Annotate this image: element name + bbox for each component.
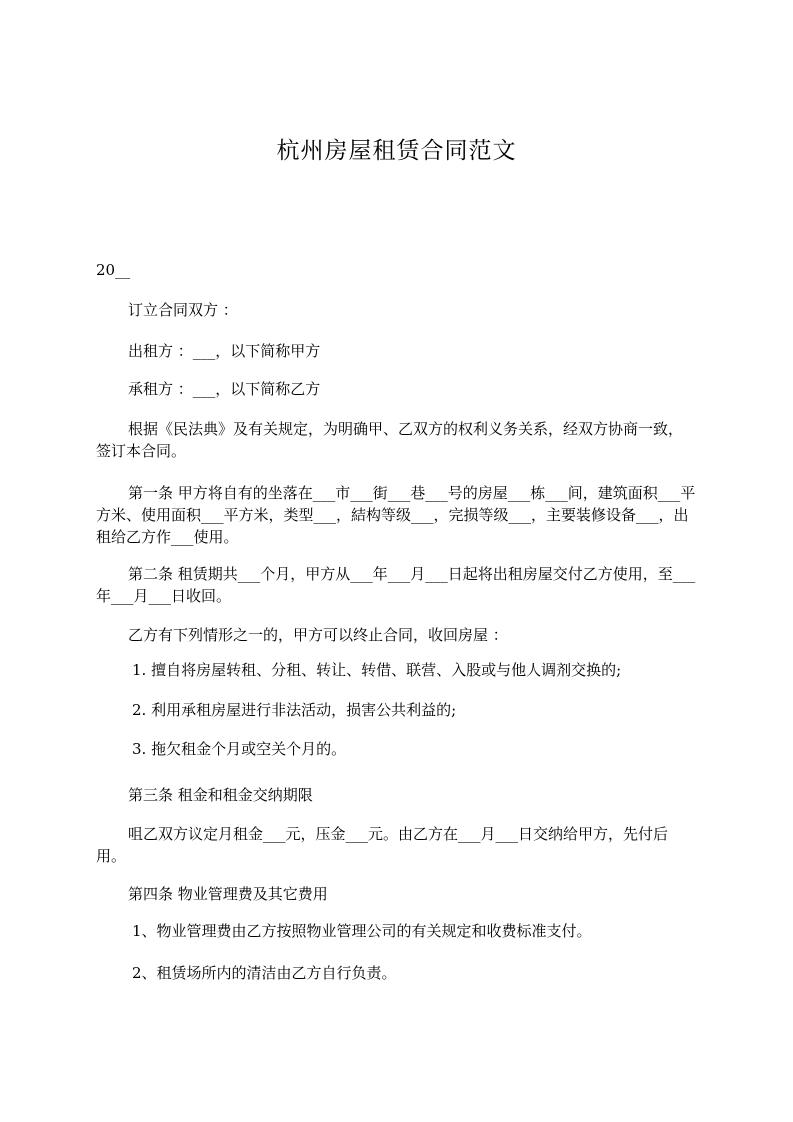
document-title: 杭州房屋租赁合同范文 — [276, 138, 517, 164]
paragraph-parties-heading: 订立合同双方 ： — [128, 301, 238, 319]
paragraph-lessee: 承租方 ：___，以下简称乙方 — [128, 380, 321, 398]
list-item-1: 1. 擅自将房屋转租、分租、转让、转借、联营、入股或与他人调剂交换的; — [132, 661, 622, 679]
list-item-2: 2. 利用承租房屋进行非法活动，损害公共利益的; — [132, 701, 457, 719]
paragraph-preamble: 根据《民法典》及有关规定，为明确甲、乙双方的权利义务关系，经双方协商一致，签订本合同。 — [96, 420, 684, 460]
list-item-fee-2: 2、租赁场所内的清洁由乙方自行负责。 — [132, 964, 397, 982]
paragraph-rent-terms: 咀乙双方议定月租金___元，压金___元。由乙方在___月___日交纳给甲方，先付后用。 — [96, 825, 669, 865]
paragraph-termination-conditions: 乙方有下列情形之一的，甲方可以终止合同，收回房屋 ： — [128, 626, 508, 644]
paragraph-lessor: 出租方 ：___，以下简称甲方 — [128, 342, 321, 360]
paragraph-article-2: 第二条 租赁期共___个月，甲方从___年___月___日起将出租房屋交付乙方使用，至___年___月___日收回。 — [96, 565, 696, 605]
list-item-3: 3. 拖欠租金个月或空关个月的。 — [132, 740, 347, 758]
date-line: 20__ — [96, 261, 131, 279]
paragraph-article-3-heading: 第三条 租金和租金交纳期限 — [128, 786, 313, 804]
paragraph-article-4-heading: 第四条 物业管理费及其它费用 — [128, 885, 328, 903]
paragraph-article-1: 第一条 甲方将自有的坐落在___市___街___巷___号的房屋___栋___间，建筑面积___平方米、使用面积___平方米，类型___，結构等级___，完损等级___，主要装修设备___，出租给乙方作___使用。 — [96, 484, 696, 546]
list-item-fee-1: 1、物业管理费由乙方按照物业管理公司的有关规定和收费标准支付。 — [132, 922, 592, 940]
